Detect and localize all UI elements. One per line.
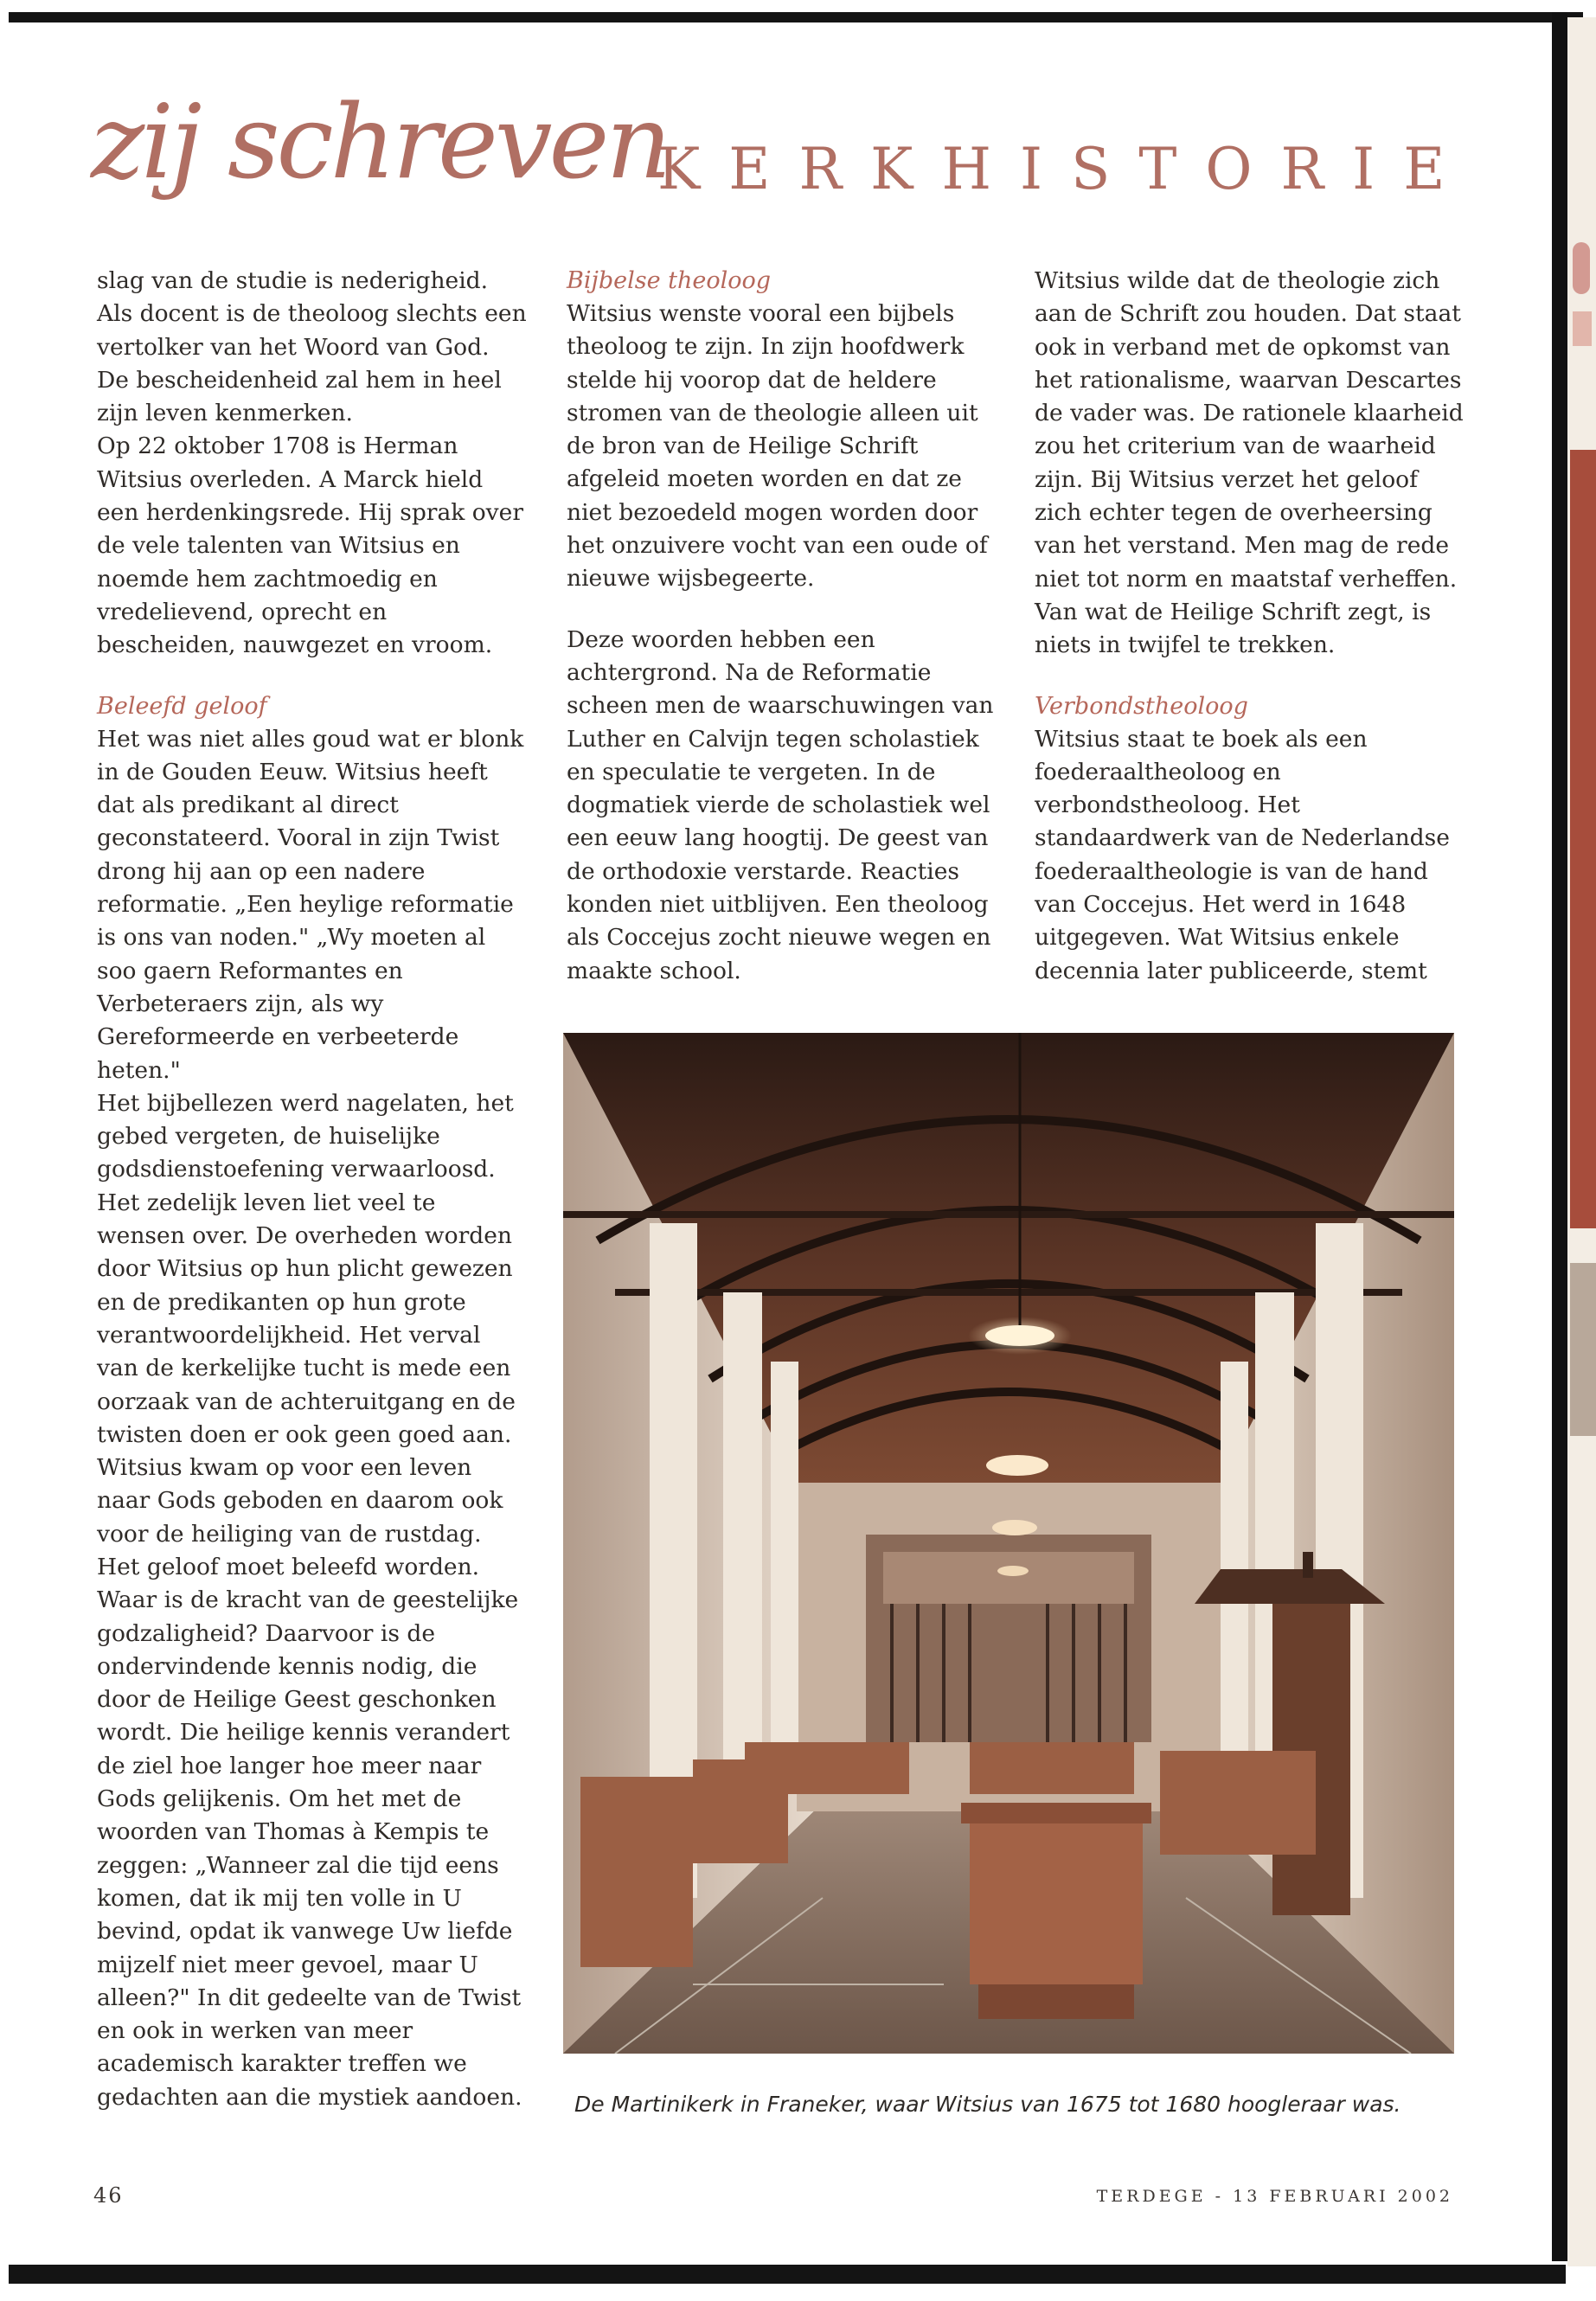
- right-border: [1552, 12, 1567, 2261]
- page-header: [91, 82, 1475, 234]
- section-title: KERKHISTORIE: [657, 136, 1474, 202]
- paragraph-gap: [567, 596, 1003, 624]
- body-paragraph: Op 22 oktober 1708 is Herman Witsius overleden. A Marck hield een herdenkingsrede. Hij sprak over de vele talenten van Witsius en noemde hem zachtmoedig en vredelievend, oprecht en bescheiden, nauwgezet en vroom.: [97, 433, 524, 659]
- body-paragraph: Het was niet alles goud wat er blonk in de Gouden Eeuw. Witsius heeft dat als predikant al direct geconstateerd. Vooral in zijn Twist drong hij aan op een nadere reformatie. „Een heylige reformatie is ons van noden." „Wy moeten al soo gaern Reformantes en Verbeteraers zijn, als wy Gereformeerde en verbeeterde heten.": [97, 725, 524, 1084]
- section-heading: Beleefd geloof: [97, 692, 267, 720]
- page-number: 46: [93, 2183, 124, 2208]
- photo-caption: De Martinikerk in Franeker, waar Witsius van 1675 tot 1680 hoogleraar was.: [574, 2092, 1401, 2117]
- body-paragraph: Witsius wilde dat de theologie zich aan de Schrift zou houden. Dat staat ook in verband met de opkomst van het rationalisme, waarvan Descartes de vader was. De rationele klaarheid zou het criterium van de waarheid zijn. Bij Witsius verzet het geloof zich echter tegen de overheersing van het verstand. Men mag de rede niet tot norm en maatstaf verheffen. Van wat de Heilige Schrift zegt, is niets in twijfel te trekken.: [1035, 267, 1464, 659]
- column-2: [567, 265, 1003, 988]
- body-paragraph: Het bijbellezen werd nagelaten, het gebed vergeten, de huiselijke godsdienstoefening verwaarloosd. Het zedelijk leven liet veel te wensen over. De overheden worden door Witsius op hun plicht gewezen en de predikanten op hun grote verantwoordelijkheid. Het verval van de kerkelijke tucht is mede een oorzaak van de achteruitgang en de twisten doen er ook geen goed aan.: [97, 1089, 516, 1448]
- column-1: [97, 265, 528, 2114]
- body-paragraph: Deze woorden hebben een achtergrond. Na de Reformatie scheen men de waarschuwingen van Luther en Calvijn tegen scholastiek en speculatie te vergeten. In de dogmatiek vierde de scholastiek wel een eeuw lang hoogtij. De geest van de orthodoxie verstarde. Reacties konden niet uitblijven. Een theoloog als Coccejus zocht nieuwe wegen en maakte school.: [567, 625, 994, 984]
- bottom-border: [9, 2265, 1566, 2284]
- adjacent-page-fragment: [1570, 1263, 1596, 1436]
- body-paragraph: Witsius kwam op voor een leven naar Gods geboden en daarom ook voor de heiliging van de rustdag. Het geloof moet beleefd worden. Waar is de kracht van de geestelijke godzaligheid? Daarvoor is de ondervindende kennis nodig, die door de Heilige Geest geschonken wordt. Die heilige kennis verandert de ziel hoe langer hoe meer naar Gods gelijkenis. Om het met de woorden van Thomas à Kempis te zeggen: „Wanneer zal die tijd eens komen, dat ik mij ten volle in U bevind, opdat ik vanwege Uw liefde mijzelf niet meer gevoel, maar U alleen?" In dit gedeelte van de Twist en ook in werken van meer academisch karakter treffen we gedachten aan die mystiek aandoen.: [97, 1454, 522, 2111]
- adjacent-page-fragment: [1573, 242, 1590, 294]
- body-paragraph: Witsius staat te boek als een foederaaltheoloog en verbondstheoloog. Het standaardwerk van de Nederlandse foederaaltheologie is van de hand van Coccejus. Het werd in 1648 uitgegeven. Wat Witsius enkele decennia later publiceerde, stemt: [1035, 725, 1450, 984]
- top-border: [9, 12, 1583, 22]
- adjacent-page-fragment: [1570, 450, 1596, 1228]
- script-title: zij schreven: [91, 82, 669, 202]
- church-interior-photo: [563, 1033, 1454, 2054]
- paragraph-gap: [1035, 663, 1471, 690]
- section-heading: Bijbelse theoloog: [567, 267, 772, 294]
- paragraph-gap: [97, 663, 528, 690]
- adjacent-page-fragment: [1573, 311, 1592, 346]
- body-paragraph: slag van de studie is nederigheid. Als docent is de theoloog slechts een vertolker van het Woord van God. De bescheidenheid zal hem in heel zijn leven kenmerken.: [97, 267, 527, 427]
- publication-footer: TERDEGE - 13 FEBRUARI 2002: [1096, 2187, 1453, 2206]
- section-heading: Verbondstheoloog: [1035, 692, 1248, 720]
- body-paragraph: Witsius wenste vooral een bijbels theoloog te zijn. In zijn hoofdwerk stelde hij voorop dat de heldere stromen van de theologie alleen uit de bron van de Heilige Schrift afgeleid moeten worden en dat ze niet bezoedeld mogen worden door het onzuivere vocht van een oude of nieuwe wijsbegeerte.: [567, 300, 988, 593]
- column-3: [1035, 265, 1471, 988]
